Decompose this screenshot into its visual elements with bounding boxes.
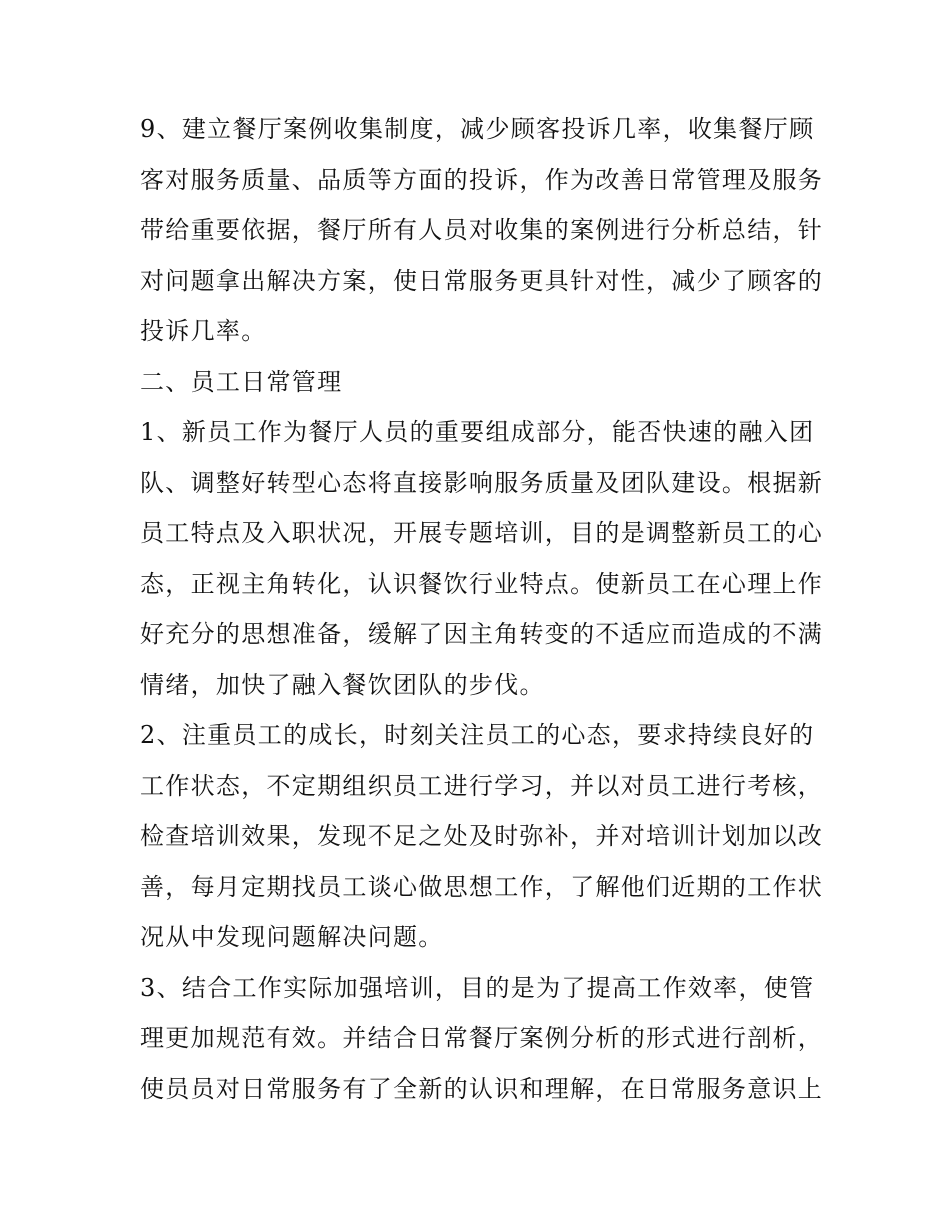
- text-line: 1、新员工作为餐厅人员的重要组成部分，能否快速的融入团: [140, 418, 815, 446]
- text-line: 2、注重员工的成长，时刻关注员工的心态，要求持续良好的: [140, 721, 815, 749]
- text-line: 况从中发现问题解决问题。: [140, 923, 444, 951]
- text-line: 9、建立餐厅案例收集制度，减少顾客投诉几率，收集餐厅顾: [140, 115, 815, 143]
- text-line: 投诉几率。: [140, 317, 267, 345]
- text-line: 带给重要依据，餐厅所有人员对收集的案例进行分析总结，针: [140, 216, 824, 244]
- text-line: 检查培训效果，发现不足之处及时弥补，并对培训计划加以改: [140, 822, 824, 850]
- text-line: 工作状态，不定期组织员工进行学习，并以对员工进行考核，: [140, 771, 824, 800]
- text-line: 理更加规范有效。并结合日常餐厅案例分析的形式进行剖析，: [140, 1024, 824, 1052]
- text-line: 对问题拿出解决方案，使日常服务更具针对性，减少了顾客的: [140, 266, 824, 295]
- text-line: 员工特点及入职状况，开展专题培训，目的是调整新员工的心: [140, 519, 824, 547]
- text-line: 好充分的思想准备，缓解了因主角转变的不适应而造成的不满: [140, 620, 824, 648]
- text-line: 情绪，加快了融入餐饮团队的步伐。: [140, 670, 545, 699]
- text-line: 客对服务质量、品质等方面的投诉，作为改善日常管理及服务: [140, 165, 824, 194]
- text-line: 使员员对日常服务有了全新的认识和理解，在日常服务意识上: [140, 1074, 824, 1103]
- section-heading: 二、员工日常管理: [140, 367, 343, 396]
- text-line: 态，正视主角转化，认识餐饮行业特点。使新员工在心理上作: [140, 569, 824, 598]
- body-text: [140, 104, 830, 1114]
- text-line: 队、调整好转型心态将直接影响服务质量及团队建设。根据新: [140, 468, 824, 497]
- text-line: 3、结合工作实际加强培训，目的是为了提高工作效率，使管: [140, 973, 815, 1002]
- text-line: 善，每月定期找员工谈心做思想工作，了解他们近期的工作状: [140, 872, 824, 901]
